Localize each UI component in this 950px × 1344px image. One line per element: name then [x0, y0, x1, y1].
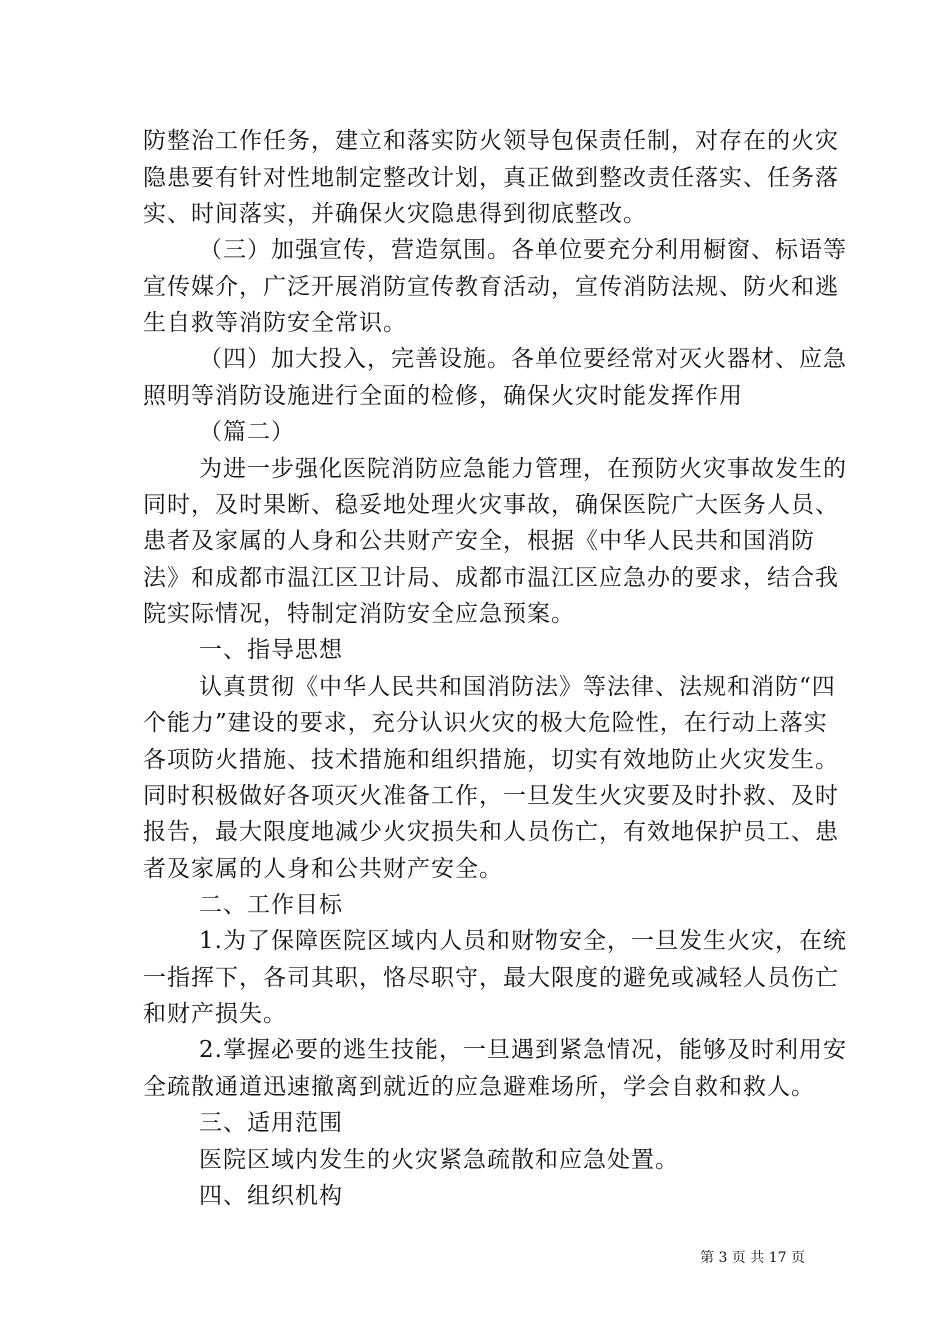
body-line: 隐患要有针对性地制定整改计划，真正做到整改责任落实、任务落 [143, 165, 839, 191]
body-line: 报告，最大限度地减少火灾损失和人员伤亡，有效地保护员工、患 [143, 819, 839, 845]
body-line: （三）加强宣传，营造氛围。各单位要充分利用橱窗、标语等 [199, 237, 847, 263]
section-heading: 三、适用范围 [199, 1110, 343, 1136]
body-line: 各项防火措施、技术措施和组织措施，切实有效地防止火灾发生。 [143, 747, 839, 773]
body-line: 同时，及时果断、稳妥地处理火灾事故，确保医院广大医务人员、 [143, 492, 839, 518]
body-line: 1.为了保障医院区域内人员和财物安全，一旦发生火灾，在统 [199, 928, 847, 954]
body-line: 同时积极做好各项灭火准备工作，一旦发生火灾要及时扑救、及时 [143, 783, 839, 809]
body-line: （四）加大投入，完善设施。各单位要经常对灭火器材、应急 [199, 346, 847, 372]
body-line: 患者及家属的人身和公共财产安全，根据《中华人民共和国消防 [143, 528, 815, 554]
body-line: 照明等消防设施进行全面的检修，确保火灾时能发挥作用 [143, 383, 743, 409]
body-line: 防整治工作任务，建立和落实防火领导包保责任制，对存在的火灾 [143, 128, 839, 154]
page-number: 第 3 页 共 17 页 [700, 1250, 805, 1266]
body-line: 实、时间落实，并确保火灾隐患得到彻底整改。 [143, 201, 647, 227]
section-heading: （篇二） [199, 419, 295, 445]
body-line: 和财产损失。 [143, 1001, 287, 1027]
body-line: 医院区域内发生的火灾紧急疏散和应急处置。 [199, 1147, 679, 1173]
body-line: 个能力”建设的要求，充分认识火灾的极大危险性，在行动上落实 [143, 710, 828, 736]
body-line: 宣传媒介，广泛开展消防宣传教育活动，宣传消防法规、防火和逃 [143, 274, 839, 300]
body-line: 2.掌握必要的逃生技能，一旦遇到紧急情况，能够及时利用安 [199, 1037, 847, 1063]
section-heading: 四、组织机构 [199, 1183, 343, 1209]
body-line: 为进一步强化医院消防应急能力管理，在预防火灾事故发生的 [199, 456, 847, 482]
section-heading: 二、工作目标 [199, 892, 343, 918]
section-heading: 一、指导思想 [199, 637, 343, 663]
body-line: 院实际情况，特制定消防安全应急预案。 [143, 601, 575, 627]
body-line: 法》和成都市温江区卫计局、成都市温江区应急办的要求，结合我 [143, 565, 839, 591]
body-line: 一指挥下，各司其职，恪尽职守，最大限度的避免或减轻人员伤亡 [143, 965, 839, 991]
body-line: 全疏散通道迅速撤离到就近的应急避难场所，学会自救和救人。 [143, 1074, 815, 1100]
body-line: 者及家属的人身和公共财产安全。 [143, 856, 503, 882]
body-line: 生自救等消防安全常识。 [143, 310, 407, 336]
body-line: 认真贯彻《中华人民共和国消防法》等法律、法规和消防“四 [199, 674, 836, 700]
